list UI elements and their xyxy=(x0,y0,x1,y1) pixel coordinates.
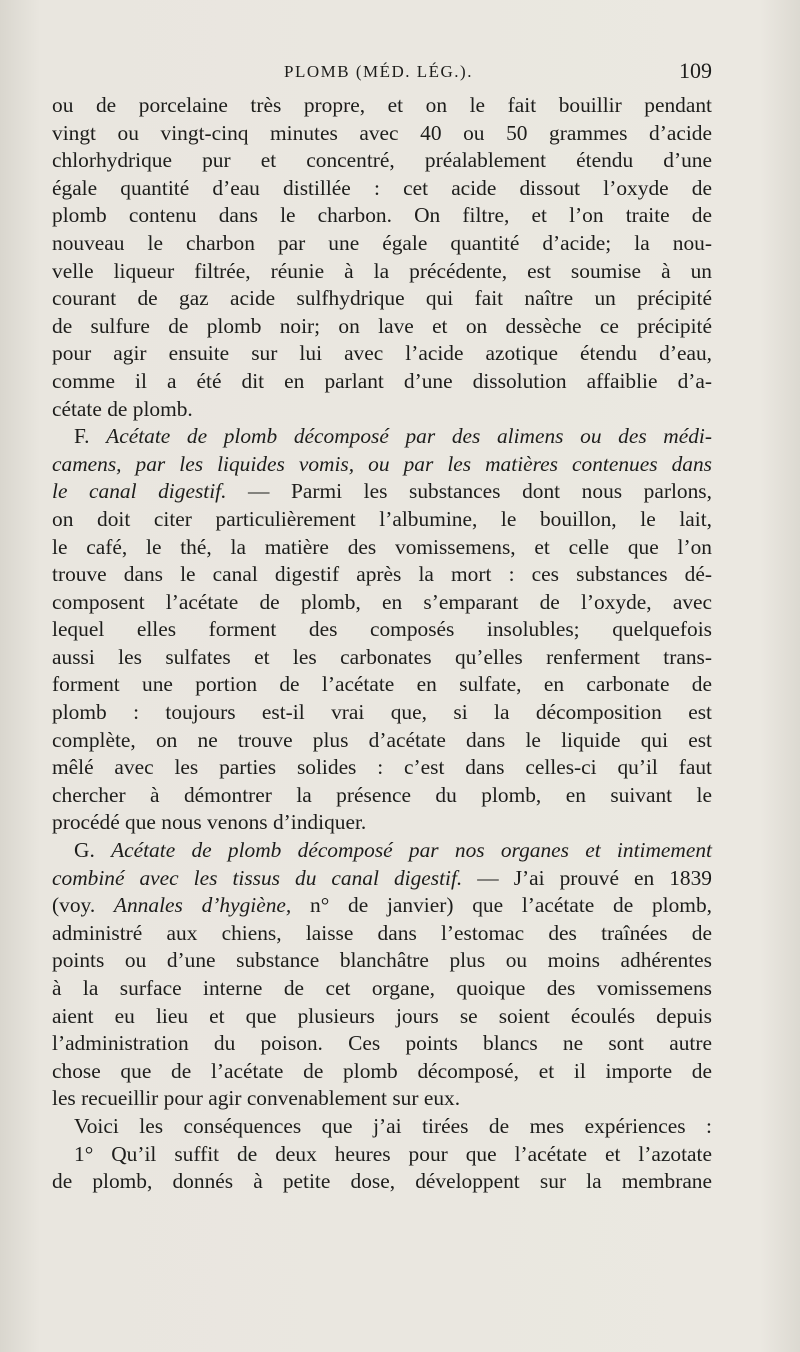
text-run: administré aux chiens, laisse dans l’estomac des traînées de xyxy=(52,920,712,945)
text-line xyxy=(52,451,712,479)
text-run: les recueillir pour agir convenablement sur eux. xyxy=(52,1086,461,1111)
text-run: nouveau le charbon par une égale quantité d’acide; la nou- xyxy=(52,230,712,255)
text-run: ou de porcelaine très propre, et on le fait bouillir pendant xyxy=(52,93,712,117)
text-line xyxy=(52,589,712,617)
text-line xyxy=(52,1141,712,1169)
running-title: PLOMB (MÉD. LÉG.). xyxy=(284,62,473,81)
text-line xyxy=(52,616,712,644)
text-run: chlorhydrique pur et concentré, préalablement étendu d’une xyxy=(52,148,712,173)
text-line xyxy=(52,202,712,230)
text-run: complète, on ne trouve plus d’acétate dans le liquide qui est xyxy=(52,727,712,752)
italic-text: Annales d’hygiène, xyxy=(113,893,292,918)
text-line xyxy=(52,340,712,368)
text-run: vingt ou vingt-cinq minutes avec 40 ou 50 grammes d’acide xyxy=(52,120,712,145)
text-line xyxy=(52,423,712,451)
text-run: mêlé avec les parties solides : c’est dans celles-ci qu’il faut xyxy=(52,755,712,780)
text-line xyxy=(52,478,712,506)
text-run: pour agir ensuite sur lui avec l’acide azotique étendu d’eau, xyxy=(52,341,712,366)
running-head xyxy=(52,58,712,88)
text-line xyxy=(52,561,712,589)
text-run: de plomb, donnés à petite dose, développent sur la membrane xyxy=(52,1169,712,1194)
text-run: le café, le thé, la matière des vomissemens, et celle que l’on xyxy=(52,534,712,559)
text-line xyxy=(52,947,712,975)
text-run: — Parmi les substances dont nous parlons, xyxy=(226,479,712,504)
text-run: de sulfure de plomb noir; on lave et on dessèche ce précipité xyxy=(52,313,712,338)
text-run: on doit citer particulièrement l’albumine, le bouillon, le lait, xyxy=(52,506,712,531)
text-run: plomb contenu dans le charbon. On filtre, et l’on traite de xyxy=(52,203,712,228)
text-run: 1° Qu’il suffit de deux heures pour que l’acétate et l’azotate xyxy=(74,1141,712,1166)
text-run: — J’ai prouvé en 1839 xyxy=(462,865,712,890)
text-line xyxy=(52,147,712,175)
text-line xyxy=(52,727,712,755)
text-line xyxy=(52,396,712,424)
text-line xyxy=(52,1058,712,1086)
text-line xyxy=(52,865,712,893)
text-line xyxy=(52,837,712,865)
text-line xyxy=(52,1030,712,1058)
text-run: courant de gaz acide sulfhydrique qui fait naître un précipité xyxy=(52,286,712,311)
text-line xyxy=(52,534,712,562)
italic-text: Acétate de plomb décomposé par des alimens ou des médi- xyxy=(106,424,712,449)
text-run: chercher à démontrer la présence du plomb, en suivant le xyxy=(52,782,712,807)
italic-text: camens, par les liquides vomis, ou par les matières contenues dans xyxy=(52,451,712,476)
text-run: aient eu lieu et que plusieurs jours se soient écoulés depuis xyxy=(52,1003,712,1028)
text-line xyxy=(52,1003,712,1031)
text-line xyxy=(52,975,712,1003)
text-run: G. xyxy=(74,838,112,863)
text-line xyxy=(52,809,712,837)
text-run: points ou d’une substance blanchâtre plus ou moins adhérentes xyxy=(52,948,712,973)
text-line xyxy=(52,368,712,396)
text-line xyxy=(52,920,712,948)
page-number: 109 xyxy=(679,58,712,83)
italic-text: Acétate de plomb décomposé par nos organes et intimement xyxy=(111,838,712,863)
text-run: trouve dans le canal digestif après la mort : ces substances dé- xyxy=(52,562,712,587)
text-line xyxy=(52,1113,712,1141)
italic-text: combiné avec les tissus du canal digestif. xyxy=(52,865,463,890)
text-line xyxy=(52,644,712,672)
text-line xyxy=(52,892,712,920)
text-run: aussi les sulfates et les carbonates qu’elles renferment trans- xyxy=(52,644,712,669)
text-line xyxy=(52,699,712,727)
text-run: procédé que nous venons d’indiquer. xyxy=(52,810,367,835)
text-run: F. xyxy=(74,424,107,449)
text-line xyxy=(52,120,712,148)
text-run: forment une portion de l’acétate en sulfate, en carbonate de xyxy=(52,672,712,697)
text-line xyxy=(52,754,712,782)
text-line xyxy=(52,671,712,699)
text-run: plomb : toujours est-il vrai que, si la décomposition est xyxy=(52,700,712,725)
text-line xyxy=(52,285,712,313)
text-run: à la surface interne de cet organe, quoique des vomissemens xyxy=(52,976,712,1000)
text-run: chose que de l’acétate de plomb décomposé, et il importe de xyxy=(52,1058,712,1083)
text-line xyxy=(52,92,712,120)
text-line xyxy=(52,313,712,341)
text-run: composent l’acétate de plomb, en s’emparant de l’oxyde, avec xyxy=(52,589,712,614)
text-run: cétate de plomb. xyxy=(52,396,193,421)
italic-text: le canal digestif. xyxy=(52,479,227,504)
text-line xyxy=(52,782,712,810)
text-run: comme il a été dit en parlant d’une dissolution affaiblie d’a- xyxy=(52,368,712,393)
text-line xyxy=(52,230,712,258)
text-line xyxy=(52,1168,712,1196)
text-run: n° de janvier) que l’acétate de plomb, xyxy=(291,893,712,918)
text-line xyxy=(52,506,712,534)
text-line xyxy=(52,258,712,286)
text-line xyxy=(52,175,712,203)
text-run: égale quantité d’eau distillée : cet acide dissout l’oxyde de xyxy=(52,175,712,200)
text-run: l’administration du poison. Ces points blancs ne sont autre xyxy=(52,1031,712,1056)
text-run: Voici les conséquences que j’ai tirées de mes expériences : xyxy=(74,1113,712,1138)
text-run: (voy. xyxy=(52,893,114,918)
text-run: lequel elles forment des composés insolubles; quelquefois xyxy=(52,617,712,642)
text-run: velle liqueur filtrée, réunie à la précédente, est soumise à un xyxy=(52,258,712,283)
body-text xyxy=(52,92,712,1196)
text-line xyxy=(52,1085,712,1113)
